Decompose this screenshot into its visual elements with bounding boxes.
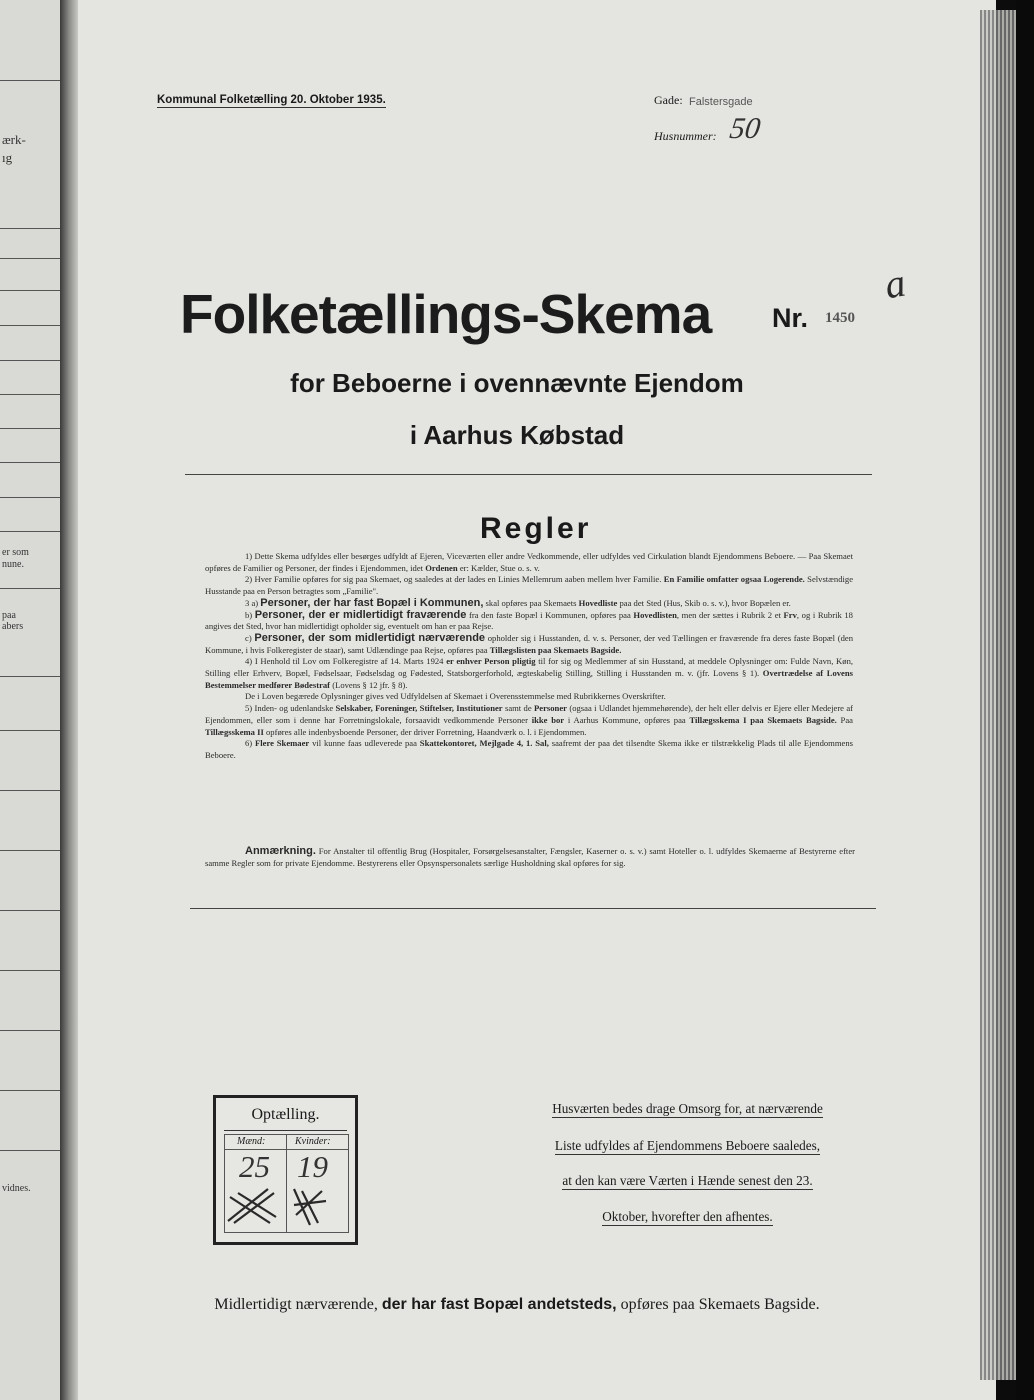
- anmaerkning-text: [205, 846, 855, 869]
- left-rule: [0, 531, 60, 532]
- maend-value: 25: [239, 1149, 270, 1184]
- maend-label: Mænd:: [237, 1136, 266, 1147]
- rule-6: 6) Flere Skemaer vil kunne faas udleverede paa Skattekontoret, Mejlgade 4, 1. Sal, saafremt der paa det tilsendte Skema ikke er tilstrækkelig Plads til alle Ejendommens Beboere.: [205, 738, 854, 760]
- scan-background: [1016, 0, 1034, 1400]
- left-rule: [0, 910, 60, 911]
- anmaerkning-label: Anmærkning.: [245, 845, 316, 857]
- left-rule: [0, 676, 60, 677]
- kvinder-value: 19: [297, 1149, 328, 1184]
- left-rule: [0, 790, 60, 791]
- notice-line: at den kan være Værten i Hænde senest den 23.: [562, 1173, 813, 1188]
- rule-5: 5) Inden- og udenlandske Selskaber, Foreninger, Stiftelser, Institutioner samt de Personer (ogsaa i Udlandet hjemmehørende), der helt eller delvis er Ejere eller Medejere af Ejendommen, eller som i denne har Forretningslokale, forsaavidt vedkommende Personer ikke bor i Aarhus Kommune, opføres paa Tillægsskema I paa Skemaets Bagside. Paa Tillægsskema II opføres alle indenbysboende Personer, der driver Forretning, Haandværk o. l. i Ejendommen.: [205, 703, 854, 737]
- handwritten-tally-marks: [224, 1183, 344, 1227]
- book-gutter: [60, 0, 78, 1400]
- tally-scribble-women: [294, 1189, 326, 1225]
- rule-3c: c) Personer, der som midlertidigt nærværende opholder sig i Husstanden, d. v. s. Personer, der ved Tællingen er fraværende fra deres faste Bopæl (den Kommune, i hvis Folkeregister de staar), samt Udlændinge paa Rejse, opføres paa Tillægslisten paa Skemaets Bagside.: [205, 631, 853, 655]
- left-rule: [0, 588, 60, 589]
- notice-line: Liste udfyldes af Ejendommens Beboere saaledes,: [554, 1138, 821, 1153]
- left-rule: [0, 730, 60, 731]
- left-rule: [0, 497, 60, 498]
- divider: [190, 908, 876, 909]
- page-edges: [980, 10, 1016, 1380]
- rule-4b: De i Loven begærede Oplysninger gives ved Udfyldelsen af Skemaet i Overensstemmelse med Rubrikkernes Overskrifter.: [245, 691, 666, 702]
- gade-label: Gade:: [654, 93, 683, 107]
- form-number-label: Nr.: [772, 303, 809, 333]
- left-fragment-text: er som: [2, 547, 29, 558]
- left-rule: [0, 228, 60, 229]
- divider: [185, 474, 872, 475]
- left-fragment-text: ærk-: [2, 132, 26, 147]
- left-rule: [0, 290, 60, 291]
- left-rule: [0, 360, 60, 361]
- form-title: Folketællings-Skema: [180, 283, 712, 345]
- rule-2: 2) Hver Familie opføres for sig paa Skemaet, og saaledes at der lades en Linies Mellemrum aaben mellem hver Familie. En Familie omfatter ogsaa Logerende. Selvstændige Husstande paa en Person betragtes som „Familie".: [205, 574, 854, 597]
- left-fragment-text: nune.: [2, 559, 24, 570]
- left-rule: [0, 325, 60, 326]
- bottom-note: Midlertidigt nærværende, der har fast Bopæl andetsteds, opføres paa Skemaets Bagside.: [214, 1296, 820, 1313]
- left-rule: [0, 970, 60, 971]
- census-header: Kommunal Folketælling 20. Oktober 1935.: [157, 94, 386, 106]
- left-fragment-text: paa: [2, 610, 16, 621]
- husnummer-value: 50: [727, 112, 763, 145]
- left-rule: [0, 462, 60, 463]
- left-fragment-text: vidnes.: [2, 1183, 31, 1194]
- gade-value: Falstersgade: [689, 96, 753, 108]
- left-rule: [0, 1030, 60, 1031]
- rule-4: 4) I Henhold til Lov om Folkeregistre af 14. Marts 1924 er enhver Person pligtig til for sig og Medlemmer af sin Husstand, at meddele Oplysninger om: Fulde Navn, Køn, Stilling eller Erhverv, Bopæl, Fødselsaar, Fødselsdag og Fødested, Statsborgerforhold, ægteskabelig Stilling, Stilling i Husstanden m. v. (jfr. Lovens § 1). Overtrædelse af Lovens Bestemmelser medfører Bødestraf (Lovens § 12 jfr. § 8).: [205, 656, 854, 690]
- rule-3b: b) Personer, der er midlertidigt fraværende fra den faste Bopæl i Kommunen, opføres paa Hovedlisten, men der sættes i Rubrik 2 et Frv, og i Rubrik 18 angives det Sted, hvor han midlertidigt opholder sig, eventuelt om han er paa Rejse.: [205, 608, 853, 632]
- rules-heading: Regler: [480, 512, 592, 545]
- form-subtitle-city: i Aarhus Købstad: [409, 420, 625, 450]
- husnummer-label: Husnummer:: [654, 129, 717, 143]
- left-fragment-text: ıg: [2, 150, 13, 165]
- left-fragment-text: abers: [2, 621, 24, 632]
- notice-line: Oktober, hvorefter den afhentes.: [602, 1209, 773, 1224]
- rule-3a: 3 a) Personer, der har fast Bopæl i Kommunen, skal opføres paa Skemaets Hovedliste paa det Sted (Hus, Skib o. s. v.), hvor Bopælen er.: [245, 596, 791, 609]
- rule-1: 1) Dette Skema udfyldes eller besørges udfyldt af Ejeren, Viceværten eller andre Vedkommende, eller udfyldes ved Cirkulation blandt Ejendommens Beboere. — Paa Skemaet opføres de Familier og Personer, der findes i Ejendommen, idet Ordenen er: Kælder, Stue o. s. v.: [205, 551, 853, 573]
- form-subtitle: for Beboerne i ovennævnte Ejendom: [290, 368, 744, 398]
- left-rule: [0, 1090, 60, 1091]
- count-box-rule: [224, 1130, 347, 1131]
- kvinder-label: Kvinder:: [295, 1136, 331, 1147]
- form-number-value: 1450: [825, 310, 855, 326]
- left-page-fragment: [0, 0, 60, 1400]
- left-rule: [0, 80, 60, 81]
- count-box-title: Optælling.: [251, 1106, 320, 1123]
- anmaerkning-body: For Anstalter til offentlig Brug (Hospitaler, Forsørgelsesanstalter, Fængsler, Kaserner o. s. v.) samt Hoteller o. l. udfyldes Skemaerne af Bestyrerne efter samme Regler som for private Ejendomme. Bestyrerens eller Opsynspersonalets særlige Husholdning skal opføres for sig.: [205, 846, 855, 868]
- notice-line: Husværten bedes drage Omsorg for, at nærværende: [552, 1101, 823, 1116]
- rules-text: [205, 551, 853, 762]
- left-rule: [0, 258, 60, 259]
- left-rule: [0, 1150, 60, 1151]
- left-rule: [0, 850, 60, 851]
- handwritten-annotation: a: [881, 259, 909, 308]
- tally-scribble-men: [228, 1189, 276, 1223]
